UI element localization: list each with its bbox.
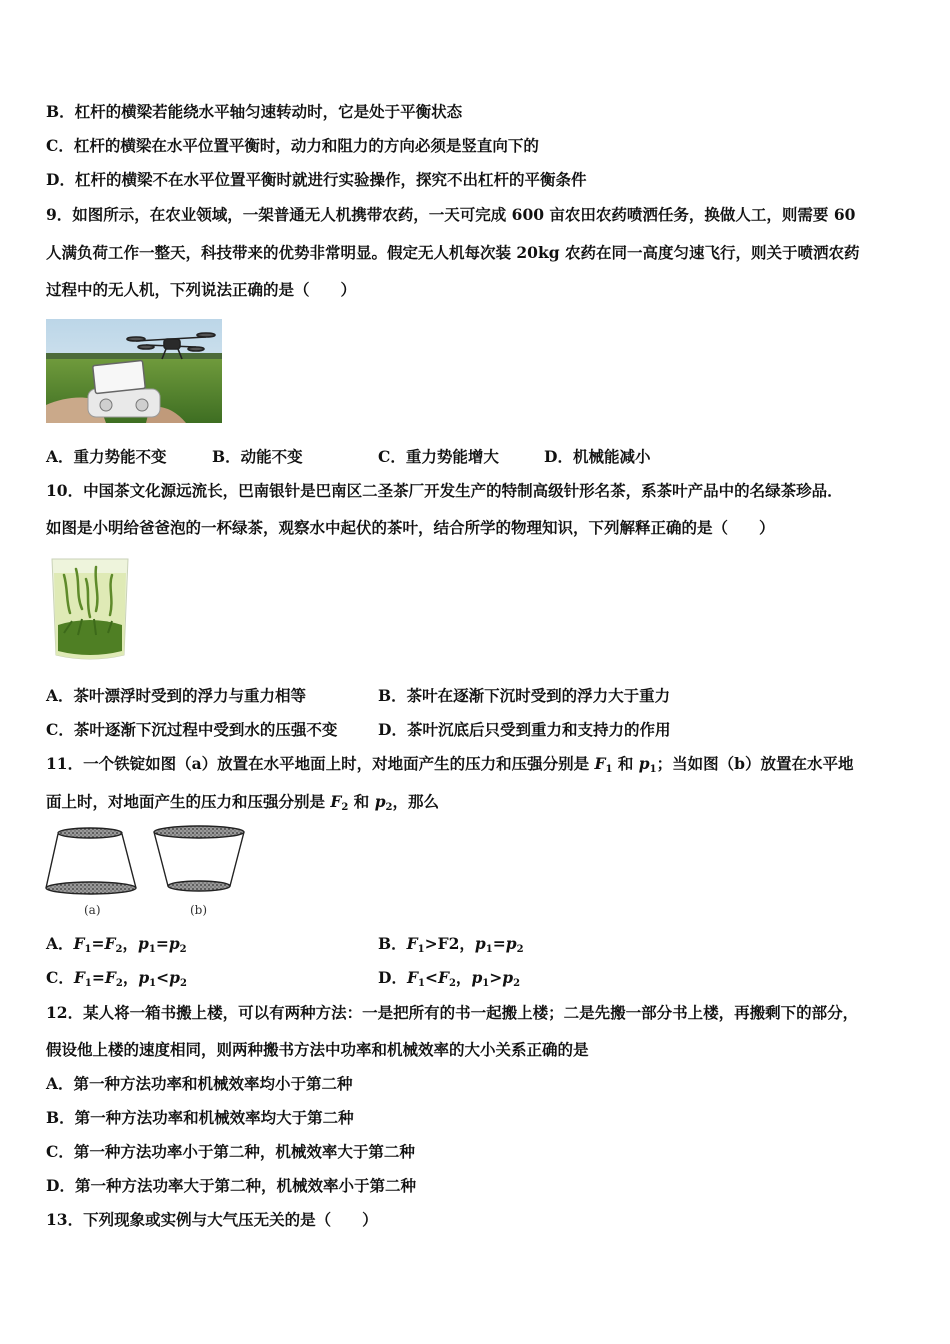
q8-option-d: D．杠杆的横梁不在水平位置平衡时就进行实验操作，探究不出杠杆的平衡条件	[46, 170, 587, 189]
q11-option-b: B．$F_1>F2$，$p_1=p_2$	[378, 934, 524, 955]
q9-option-d: D．机械能减小	[544, 447, 651, 466]
q10-option-b: B．茶叶在逐渐下沉时受到的浮力大于重力	[378, 686, 671, 705]
q10-option-a: A．茶叶漂浮时受到的浮力与重力相等	[46, 686, 307, 705]
q11-option-d: D．$F_1<F_2$，$p_1>p_2$	[378, 968, 521, 989]
q11-stem-line-1: 11．一个铁锭如图（a）放置在水平地面上时，对地面产生的压力和压强分别是 $F_1$ 和 $p_1$；当如图（b）放置在水平地	[46, 754, 854, 775]
q10-option-c: C．茶叶逐渐下沉过程中受到水的压强不变	[46, 720, 338, 739]
q12-option-d: D．第一种方法功率大于第二种，机械效率小于第二种	[46, 1176, 416, 1195]
q10-option-d: D．茶叶沉底后只受到重力和支持力的作用	[378, 720, 671, 739]
figure-a-label: (a)	[84, 903, 101, 917]
q12-option-c: C．第一种方法功率小于第二种，机械效率大于第二种	[46, 1142, 415, 1161]
iron-ingot-figure	[44, 824, 250, 920]
q10-stem-line-2: 如图是小明给爸爸泡的一杯绿茶，观察水中起伏的茶叶，结合所学的物理知识，下列解释正确的是（ ）	[46, 518, 775, 537]
q8-option-b: B．杠杆的横梁若能绕水平轴匀速转动时，它是处于平衡状态	[46, 102, 463, 121]
green-tea-glass-photo	[46, 555, 134, 663]
q9-option-a: A．重力势能不变	[46, 447, 167, 466]
q12-stem-line-1: 12．某人将一箱书搬上楼，可以有两种方法：一是把所有的书一起搬上楼；二是先搬一部分书上楼，再搬剩下的部分，	[46, 1003, 859, 1022]
q9-option-b: B．动能不变	[212, 447, 303, 466]
q12-option-a: A．第一种方法功率和机械效率均小于第二种	[46, 1074, 353, 1093]
q11-option-c: C．$F_1=F_2$，$p_1<p_2$	[46, 968, 187, 989]
q10-stem-line-1: 10．中国茶文化源远流长，巴南银针是巴南区二圣茶厂开发生产的特制高级针形名茶，系茶叶产品中的名绿茶珍品．	[46, 481, 843, 500]
drone-field-photo	[46, 319, 222, 423]
q8-option-c: C．杠杆的横梁在水平位置平衡时，动力和阻力的方向必须是竖直向下的	[46, 136, 539, 155]
q9-stem-line-2: 人满负荷工作一整天，科技带来的优势非常明显。假定无人机每次装 20kg 农药在同一高度匀速飞行，则关于喷洒农药	[46, 243, 860, 262]
q11-option-a: A．$F_1=F_2$，$p_1=p_2$	[46, 934, 187, 955]
q9-stem-line-3: 过程中的无人机，下列说法正确的是（ ）	[46, 280, 357, 299]
q11-stem-line-2: 面上时，对地面产生的压力和压强分别是 $F_2$ 和 $p_2$，那么	[46, 792, 440, 813]
ingot-a	[46, 828, 136, 894]
ingot-b	[154, 826, 244, 891]
q9-option-c: C．重力势能增大	[378, 447, 499, 466]
q9-stem-line-1: 9．如图所示，在农业领域，一架普通无人机携带农药，一天可完成 600 亩农田农药喷洒任务，换做人工，则需要 60	[46, 205, 856, 224]
figure-b-label: (b)	[190, 903, 208, 917]
q12-stem-line-2: 假设他上楼的速度相同，则两种搬书方法中功率和机械效率的大小关系正确的是	[46, 1040, 589, 1059]
q13-stem-line-1: 13．下列现象或实例与大气压无关的是（ ）	[46, 1210, 378, 1229]
q12-option-b: B．第一种方法功率和机械效率均大于第二种	[46, 1108, 354, 1127]
